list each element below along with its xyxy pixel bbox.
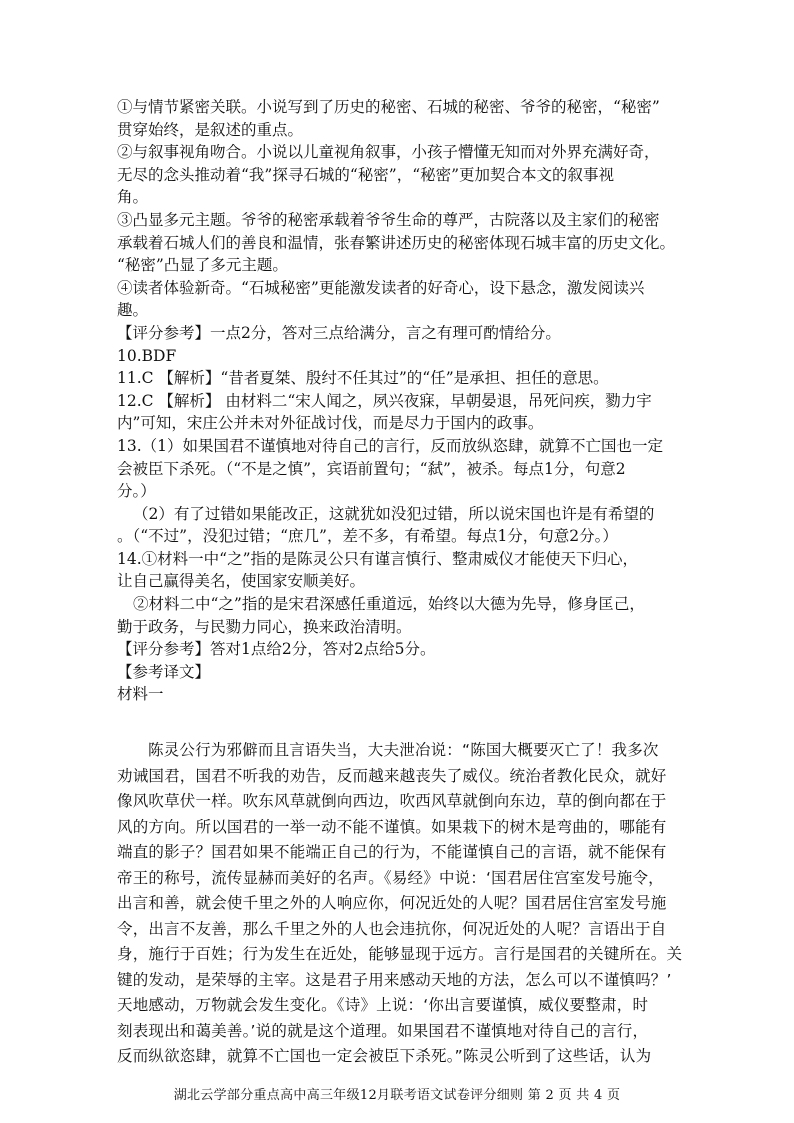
answer-line: 。（“不过”，没犯过错；“庶几”，差不多，有希望。每点1分，句意2分。） (117, 527, 618, 546)
answer-line: “秘密”凸显了多元主题。 (117, 256, 288, 275)
answer-line: 贯穿始终，是叙述的重点。 (117, 120, 304, 139)
answer-line: ②材料二中“之”指的是宋君深感任重道远，始终以大德为先导，修身匡己， (133, 595, 645, 614)
translation-line: 陈灵公行为邪僻而且言语失当，大夫泄冶说：“陈国大概要灭亡了！我多次 (148, 741, 659, 759)
answer-line: 承载着石城人们的善良和温情，张春繁讲述历史的秘密体现石城丰富的历史文化。 (117, 233, 676, 252)
answer-line: 分。） (117, 482, 156, 501)
translation-line: 像风吹草伏一样。吹东风草就倒向西边，吹西风草就倒向东边，草的倒向都在于 (117, 792, 667, 810)
translation-line: 端直的影子？国君如果不能端正自己的行为，不能谨慎自己的言语，就不能保有 (117, 843, 667, 861)
translation-line: 风的方向。所以国君的一举一动不能不谨慎。如果栽下的树木是弯曲的，哪能有 (117, 817, 667, 836)
answer-line: 让自己赢得美名，使国家安顺美好。 (117, 572, 366, 591)
answer-line: （2）有了过错如果能改正，这就犹如没犯过错，所以说宋国也许是有希望的 (133, 504, 655, 523)
page-footer: 湖北云学部分重点高中高三年级12月联考语文试卷评分细则 第 2 页 共 4 页 (173, 1088, 621, 1103)
answer-key-section (117, 96, 685, 706)
translation-line: 刻表现出和蔼美善。’说的就是这个道理。如果国君不谨慎地对待自己的言行， (117, 1021, 649, 1040)
answer-line: 趣。 (117, 301, 149, 320)
answer-line: 10.BDF (117, 346, 177, 365)
translation-line: 令，出言不友善，那么千里之外的人也会违抗你，何况近处的人呢？言语出于自 (117, 919, 667, 938)
answer-line: 内”可知，宋庄公并未对外征战讨伐，而是尽力于国内的政事。 (117, 414, 544, 433)
translation-line: 身，施行于百姓；行为发生在近处，能够显现于远方。言行是国君的关键所在。关 (117, 945, 683, 963)
answer-line: 勤于政务，与民勠力同心，换来政治清明。 (117, 617, 412, 636)
translation-heading: 【参考译文】 (117, 662, 211, 681)
material-heading: 材料一 (117, 685, 164, 704)
answer-line: 14.①材料一中“之”指的是陈灵公只有谨言慎行、整肃威仪才能使天下归心， (117, 549, 639, 568)
translation-line: 反而纵欲恣肆，就算不亡国也一定会被臣下杀死。”陈灵公听到了这些话，认为 (117, 1047, 652, 1065)
translation-line: 键的发动，是荣辱的主宰。这是君子用来感动天地的方法，怎么可以不谨慎吗？’ (117, 970, 672, 989)
translation-line: 劝诫国君，国君不听我的劝告，反而越来越丧失了威仪。统治者教化民众，就好 (117, 766, 667, 785)
translation-section (117, 738, 685, 1070)
answer-line: 13.（1）如果国君不谨慎地对待自己的言行，反而放纵恣肆，就算不亡国也一定 (117, 436, 664, 455)
scoring-note: 【评分参考】答对1点给2分，答对2点给5分。 (117, 640, 436, 659)
answer-line: 11.C 【解析】“昔者夏桀、殷纣不任其过”的“任”是承担、担任的意思。 (117, 369, 609, 388)
answer-line: 会被臣下杀死。（“不是之慎”，宾语前置句；“弑”，被杀。每点1分，句意2 (117, 459, 626, 478)
answer-line: ②与叙事视角吻合。小说以儿童视角叙事，小孩子懵懂无知而对外界充满好奇， (117, 143, 660, 162)
answer-line: 12.C 【解析】 由材料二“宋人闻之，夙兴夜寐，早朝晏退，吊死问疾，勠力宇 (117, 391, 652, 410)
translation-line: 出言和善，就会使千里之外的人响应你，何况近处的人呢？国君居住宫室发号施 (117, 894, 667, 912)
scoring-note: 【评分参考】一点2分，答对三点给满分，言之有理可酌情给分。 (117, 323, 561, 342)
answer-line: ①与情节紧密关联。小说写到了历史的秘密、石城的秘密、爷爷的秘密，“秘密” (117, 98, 660, 116)
answer-line: ④读者体验新奇。“石城秘密”更能激发读者的好奇心，设下悬念，激发阅读兴 (117, 278, 645, 297)
translation-line: 天地感动，万物就会发生变化。《诗》上说：‘你出言要谨慎，威仪要整肃，时 (117, 996, 649, 1014)
answer-line: 角。 (117, 188, 149, 207)
translation-line: 帝王的称号，流传显赫而美好的名声。《易经》中说：‘国君居住宫室发号施令， (117, 868, 664, 887)
answer-line: ③凸显多元主题。爷爷的秘密承载着爷爷生命的尊严，古院落以及主家们的秘密 (117, 210, 660, 229)
answer-line: 无尽的念头推动着“我”探寻石城的“秘密”，“秘密”更加契合本文的叙事视 (117, 165, 615, 184)
